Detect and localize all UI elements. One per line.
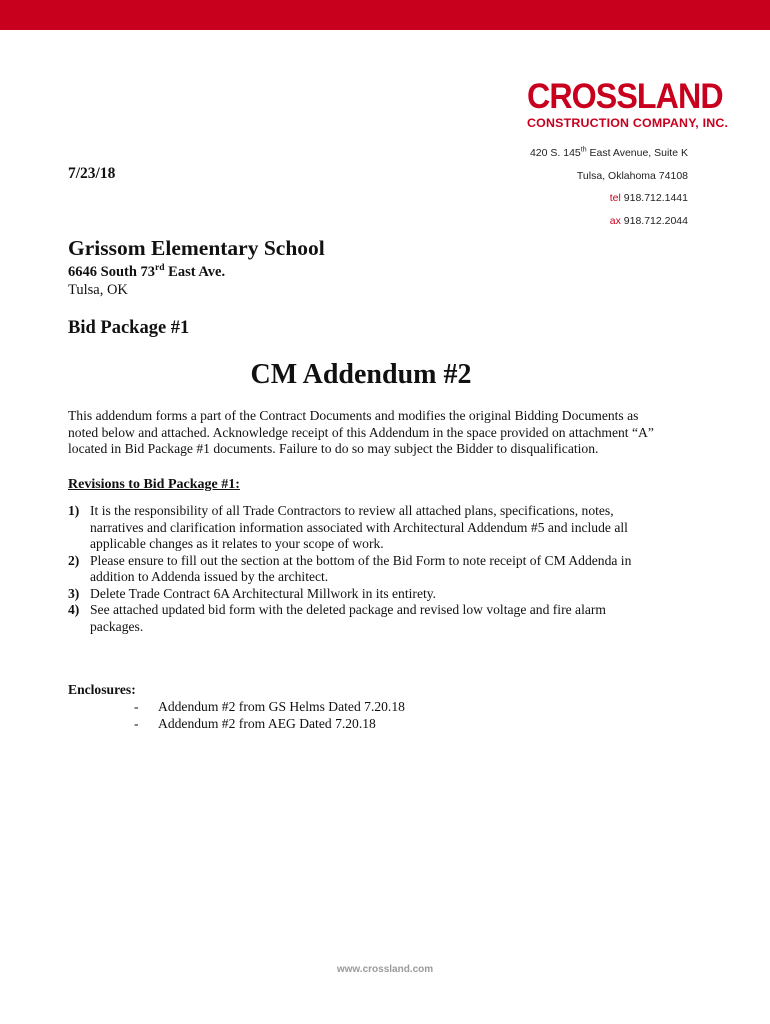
revision-item: 2) Please ensure to fill out the section at the bottom of the Bid Form to note receipt of CM Addenda in addition to Addenda issued by the architect. [68, 552, 632, 584]
school-name: Grissom Elementary School [68, 236, 325, 260]
address-fax [530, 210, 688, 233]
footer-website[interactable]: www.crossland.com [336, 964, 434, 975]
enclosures-heading: Enclosures: [68, 682, 136, 697]
revision-item: 4) See attached updated bid form with the deleted package and revised low voltage and fire alarm packages. [68, 602, 606, 634]
phone-number: 918.712.1441 [620, 192, 688, 204]
school-street: 6646 South 73rd East Ave. [68, 263, 226, 280]
address-city: Tulsa, Oklahoma 74108 [576, 169, 688, 182]
company-logo [527, 77, 729, 131]
fax-label: ax [609, 214, 621, 227]
enclosures-list [134, 699, 405, 732]
revision-item: 3) Delete Trade Contract 6A Architectural Millwork in its entirety. [68, 585, 437, 601]
header-red-bar [0, 0, 770, 30]
enclosure-item: - Addendum #2 from AEG Dated 7.20.18 [134, 715, 376, 731]
fax-number: 918.712.2044 [620, 214, 688, 227]
phone-label: tel [609, 192, 621, 204]
document-date: 7/23/18 [68, 165, 116, 182]
revisions-list [68, 503, 658, 635]
revisions-heading: Revisions to Bid Package #1: [68, 477, 240, 492]
bid-package-heading: Bid Package #1 [68, 318, 190, 338]
company-address [530, 142, 688, 232]
logo-wordmark: CROSSLAND [527, 77, 723, 116]
logo-tagline: CONSTRUCTION COMPANY, INC. [527, 116, 729, 130]
addendum-title: CM Addendum #2 [250, 359, 472, 390]
address-phone [530, 187, 688, 210]
address-street: 420 S. 145th East Avenue, Suite K [529, 146, 688, 159]
enclosure-item: - Addendum #2 from GS Helms Dated 7.20.18 [134, 699, 405, 714]
intro-paragraph: This addendum forms a part of the Contract Documents and modifies the original Bidding Documents as noted below and attached. Acknowledge receipt of this Addendum in the space provided on attachment “A” located in Bid Package #1 documents. Failure to do so may subject the Bidder to disqualification. [68, 408, 654, 456]
school-city: Tulsa, OK [68, 282, 128, 298]
revision-item: 1) It is the responsibility of all Trade Contractors to review all attached plans, specifications, notes, narratives and clarification information associated with Architectural Addendum #5 and include all applicable changes as it relates to your scope of work. [68, 503, 628, 551]
